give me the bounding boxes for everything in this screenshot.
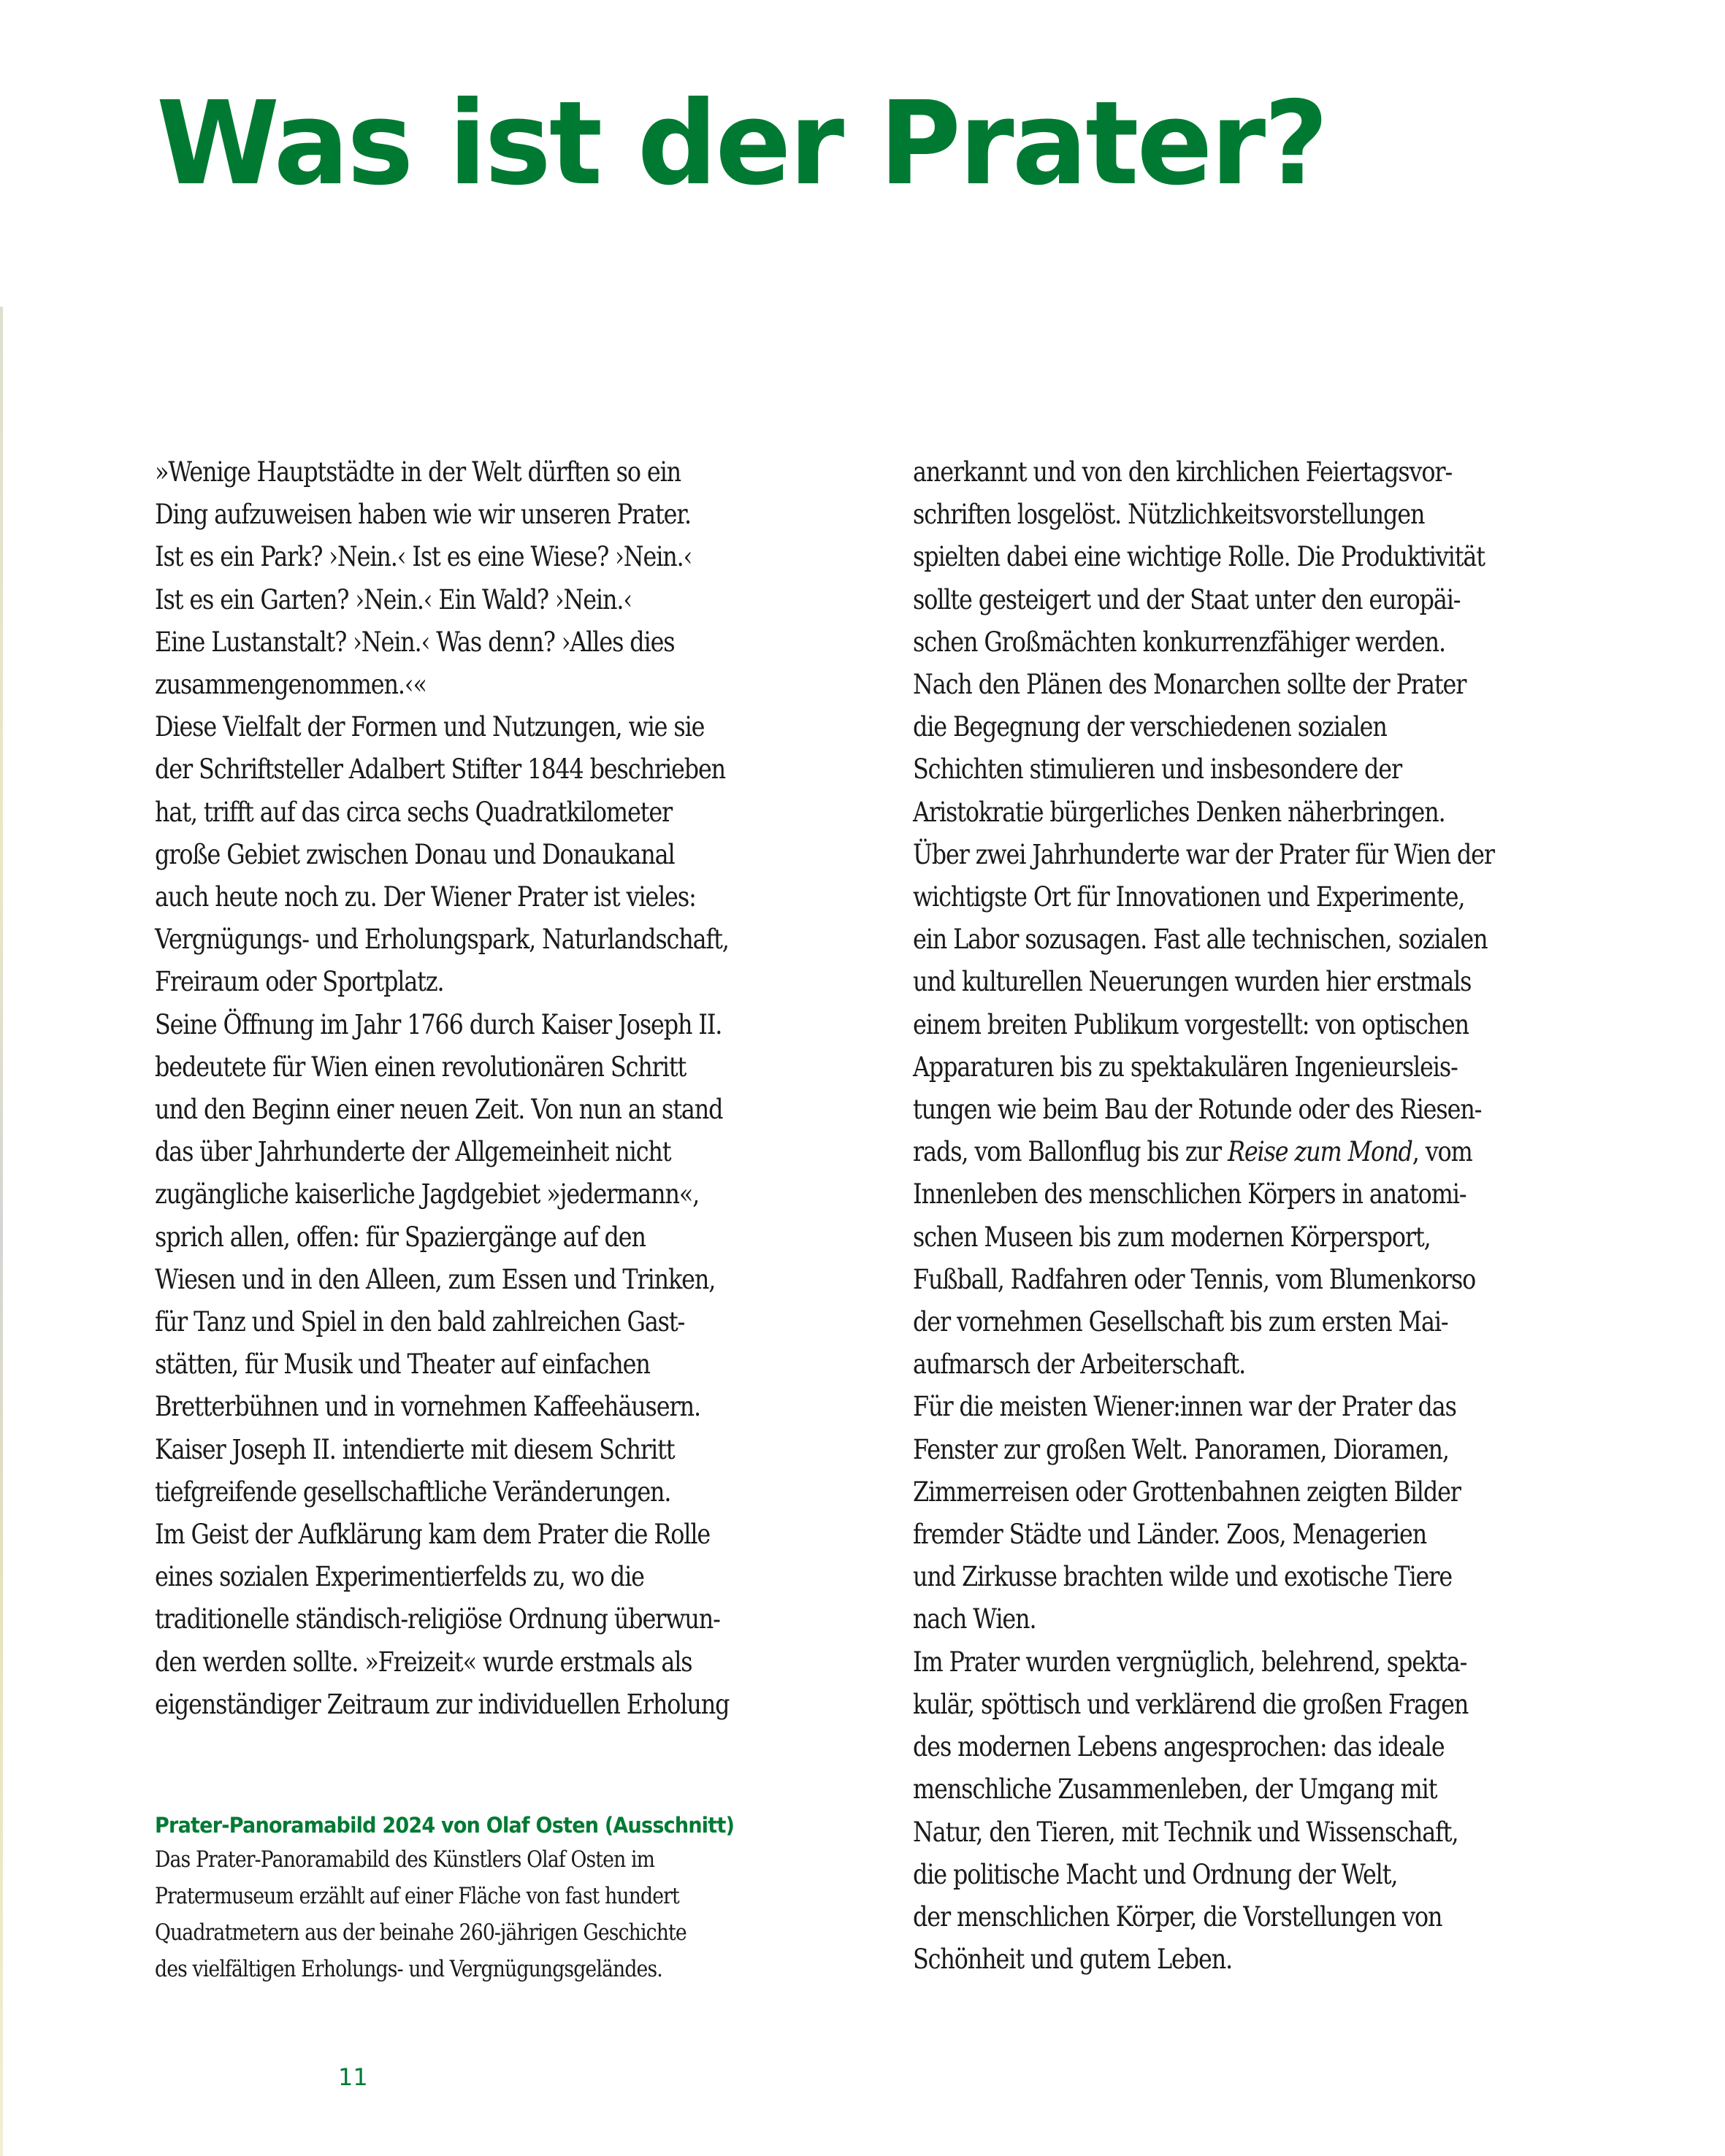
text-line: den werden sollte. »Freizeit« wurde erstmals als: [155, 1646, 692, 1678]
text-line: die politische Macht und Ordnung der Welt,: [913, 1858, 1398, 1890]
text-line: Zimmerreisen oder Grottenbahnen zeigten Bilder: [913, 1476, 1461, 1508]
text-line: anerkannt und von den kirchlichen Feiertagsvor-: [913, 456, 1453, 488]
text-segment: , vom: [1412, 1136, 1472, 1168]
text-line: zusammengenommen.‹«: [155, 669, 427, 701]
text-line: Innenleben des menschlichen Körpers in anatomi-: [913, 1178, 1466, 1211]
text-line: der Schriftsteller Adalbert Stifter 1844 beschrieben: [155, 753, 726, 786]
text-line: auch heute noch zu. Der Wiener Prater ist vieles:: [155, 881, 696, 913]
text-line: Fußball, Radfahren oder Tennis, vom Blumenkorso: [913, 1263, 1476, 1295]
text-line: schen Großmächten konkurrenzfähiger werden.: [913, 626, 1445, 658]
image-caption: [155, 1809, 885, 1987]
text-line: traditionelle ständisch-religiöse Ordnung überwun-: [155, 1603, 720, 1635]
text-line: Apparaturen bis zu spektakulären Ingenieursleis-: [913, 1051, 1458, 1083]
text-line: tiefgreifende gesellschaftliche Veränderungen.: [155, 1476, 671, 1508]
text-line: Seine Öffnung im Jahr 1766 durch Kaiser Joseph II.: [155, 1008, 722, 1040]
text-line: bedeutete für Wien einen revolutionären Schritt: [155, 1051, 686, 1083]
text-line: nach Wien.: [913, 1603, 1036, 1635]
text-line: fremder Städte und Länder. Zoos, Menagerien: [913, 1519, 1427, 1551]
text-line: für Tanz und Spiel in den bald zahlreichen Gast-: [155, 1306, 685, 1338]
text-line: »Wenige Hauptstädte in der Welt dürften so ein: [155, 456, 681, 488]
text-line: Natur, den Tieren, mit Technik und Wissenschaft,: [913, 1816, 1458, 1848]
text-line: große Gebiet zwischen Donau und Donaukanal: [155, 838, 675, 870]
text-line: des modernen Lebens angesprochen: das ideale: [913, 1731, 1445, 1763]
text-line: Im Prater wurden vergnüglich, belehrend, spekta-: [913, 1646, 1467, 1678]
text-line: Für die meisten Wiener:innen war der Prater das: [913, 1391, 1456, 1423]
text-line: zugängliche kaiserliche Jagdgebiet »jedermann«,: [155, 1178, 700, 1211]
text-line: Vergnügungs- und Erholungspark, Naturlandschaft,: [155, 924, 729, 956]
text-line: tungen wie beim Bau der Rotunde oder des Riesen-: [913, 1094, 1482, 1126]
page-title: Was ist der Prater?: [156, 77, 1327, 211]
text-line: Ist es ein Park? ›Nein.‹ Ist es eine Wiese? ›Nein.‹: [155, 541, 692, 573]
text-line: Fenster zur großen Welt. Panoramen, Dioramen,: [913, 1433, 1449, 1465]
text-line: hat, trifft auf das circa sechs Quadratkilometer: [155, 796, 673, 828]
text-line: sollte gesteigert und der Staat unter den europäi-: [913, 583, 1461, 615]
page-edge-strip: [0, 307, 3, 2156]
text-line: eines sozialen Experimentierfelds zu, wo die: [155, 1561, 644, 1593]
text-line: Diese Vielfalt der Formen und Nutzungen, wie sie: [155, 711, 705, 743]
text-line: und kulturellen Neuerungen wurden hier erstmals: [913, 966, 1472, 998]
text-line: schriften losgelöst. Nützlichkeitsvorstellungen: [913, 499, 1425, 531]
text-line: wichtigste Ort für Innovationen und Experimente,: [913, 881, 1465, 913]
text-line: eigenständiger Zeitraum zur individuellen Erholung: [155, 1688, 730, 1720]
text-line: Im Geist der Aufklärung kam dem Prater die Rolle: [155, 1519, 711, 1551]
caption-line: des vielfältigen Erholungs- und Vergnügungsgeländes.: [155, 1956, 662, 1982]
text-line: der menschlichen Körper, die Vorstellungen von: [913, 1900, 1442, 1933]
italic-title-reise-zum-mond: Reise zum Mond: [1227, 1136, 1412, 1168]
text-line: der vornehmen Gesellschaft bis zum ersten Mai-: [913, 1306, 1448, 1338]
text-line: sprich allen, offen: für Spaziergänge auf den: [155, 1221, 646, 1253]
text-line: schen Museen bis zum modernen Körpersport,: [913, 1221, 1431, 1253]
page-number: 11: [338, 2063, 368, 2091]
text-line: kulär, spöttisch und verklärend die großen Fragen: [913, 1688, 1469, 1720]
text-line: die Begegnung der verschiedenen sozialen: [913, 711, 1387, 743]
caption-line: Pratermuseum erzählt auf einer Fläche von fast hundert: [155, 1883, 679, 1909]
text-line: Schönheit und gutem Leben.: [913, 1944, 1233, 1976]
caption-title: Prater-Panoramabild 2024 von Olaf Osten (Ausschnitt): [155, 1813, 735, 1838]
text-line: Nach den Plänen des Monarchen sollte der Prater: [913, 669, 1466, 701]
text-line: stätten, für Musik und Theater auf einfachen: [155, 1349, 650, 1381]
text-line: das über Jahrhunderte der Allgemeinheit nicht: [155, 1136, 671, 1168]
text-line: Wiesen und in den Alleen, zum Essen und Trinken,: [155, 1263, 716, 1295]
right-text-column: [913, 451, 1680, 1981]
text-line: Ist es ein Garten? ›Nein.‹ Ein Wald? ›Nein.‹: [155, 583, 632, 615]
text-line: Freiraum oder Sportplatz.: [155, 966, 444, 998]
caption-line: Das Prater-Panoramabild des Künstlers Olaf Osten im: [155, 1846, 655, 1873]
text-line: spielten dabei eine wichtige Rolle. Die Produktivität: [913, 541, 1485, 573]
text-line: Bretterbühnen und in vornehmen Kaffeehäusern.: [155, 1391, 700, 1423]
text-line: und den Beginn einer neuen Zeit. Von nun an stand: [155, 1094, 723, 1126]
text-line: ein Labor sozusagen. Fast alle technischen, sozialen: [913, 924, 1488, 956]
text-segment: rads, vom Ballonflug bis zur: [913, 1136, 1228, 1168]
text-line: Eine Lustanstalt? ›Nein.‹ Was denn? ›Alles dies: [155, 626, 675, 658]
text-line: und Zirkusse brachten wilde und exotische Tiere: [913, 1561, 1453, 1593]
text-line: Schichten stimulieren und insbesondere der: [913, 753, 1402, 786]
text-line: Kaiser Joseph II. intendierte mit diesem Schritt: [155, 1433, 675, 1465]
text-line: einem breiten Publikum vorgestellt: von optischen: [913, 1008, 1469, 1040]
text-line: aufmarsch der Arbeiterschaft.: [913, 1349, 1246, 1381]
text-line: Über zwei Jahrhunderte war der Prater für Wien der: [913, 838, 1494, 870]
text-line: menschliche Zusammenleben, der Umgang mit: [913, 1773, 1437, 1806]
text-line: Ding aufzuweisen haben wie wir unseren Prater.: [155, 499, 691, 531]
text-line-with-italic: [913, 1131, 1572, 1173]
caption-line: Quadratmetern aus der beinahe 260-jährigen Geschichte: [155, 1919, 686, 1946]
text-line: Aristokratie bürgerliches Denken näherbringen.: [913, 796, 1445, 828]
left-text-column: [155, 451, 892, 1726]
